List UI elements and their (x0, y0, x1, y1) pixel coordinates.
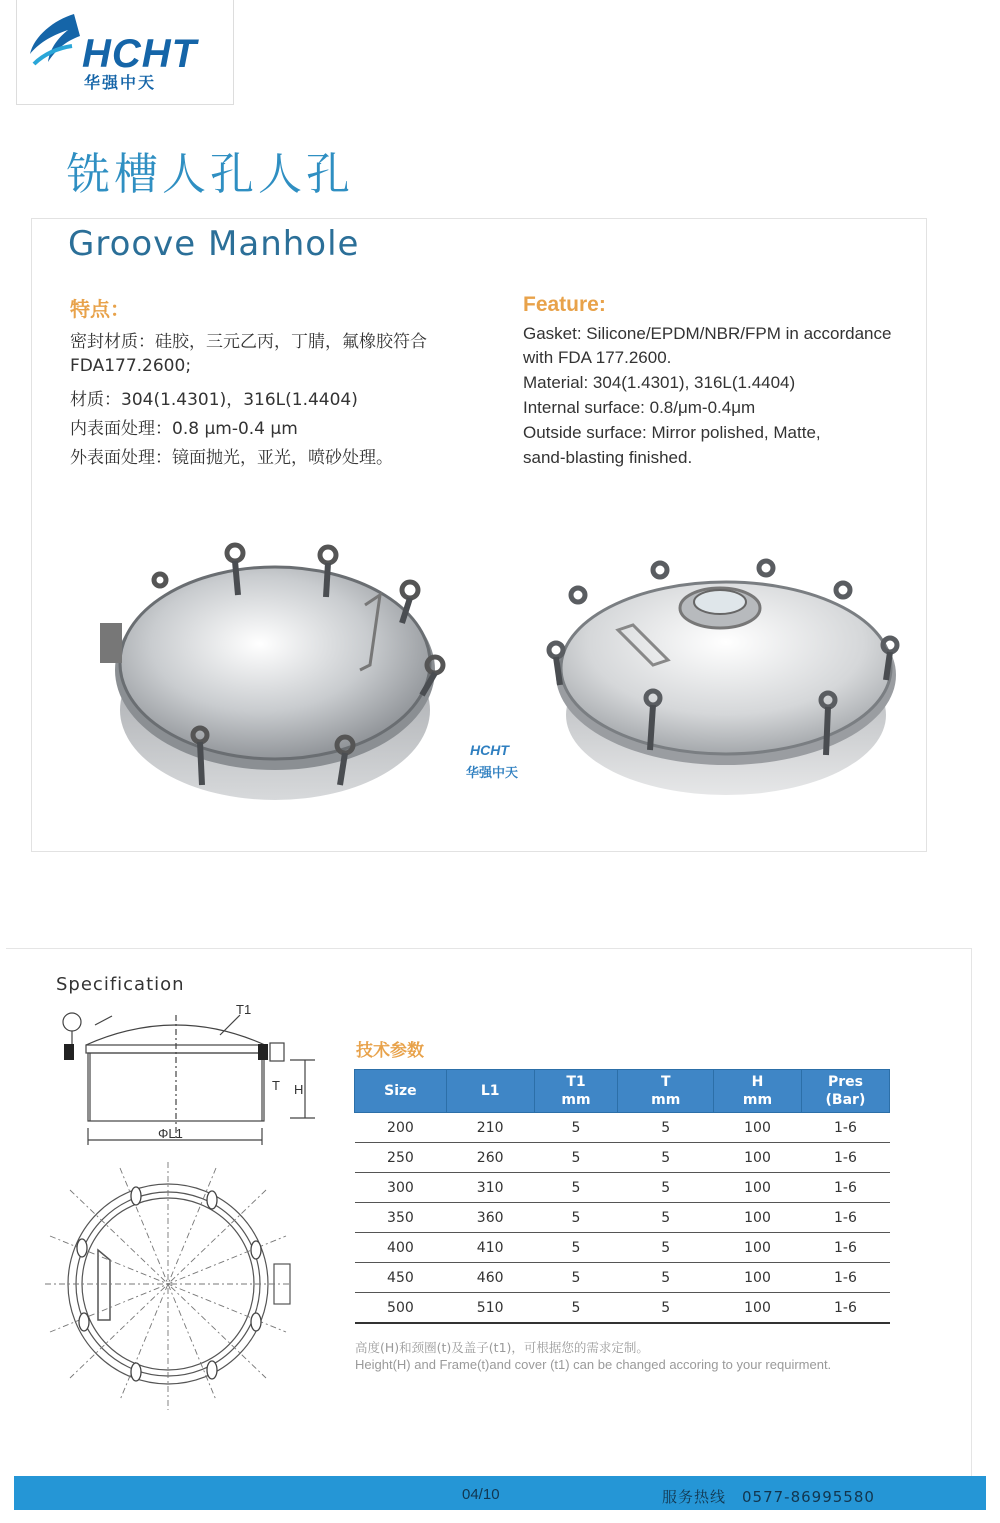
logo-chinese-text: 华强中天 (84, 73, 157, 92)
cell-t1: 5 (534, 1143, 618, 1173)
table-row (355, 1203, 890, 1233)
cell-pres: 1-6 (801, 1113, 889, 1143)
cell-size: 300 (355, 1173, 447, 1203)
feature-en-line: with FDA 177.2600. (523, 348, 672, 367)
cell-t: 5 (618, 1203, 714, 1233)
drawing-label-h: H (294, 1082, 304, 1097)
page-title-english: Groove Manhole (68, 224, 360, 264)
cell-pres: 1-6 (801, 1173, 889, 1203)
cell-l1: 210 (446, 1113, 534, 1143)
cell-l1: 360 (446, 1203, 534, 1233)
col-header-size: Size (355, 1070, 447, 1113)
cell-t: 5 (618, 1173, 714, 1203)
cell-h: 100 (714, 1233, 802, 1263)
table-row (355, 1263, 890, 1293)
cell-t: 5 (618, 1233, 714, 1263)
drawing-label-t1: T1 (236, 1002, 252, 1017)
cell-t: 5 (618, 1263, 714, 1293)
col-header-t1: T1 mm (534, 1070, 618, 1113)
page-number: 04/10 (462, 1486, 500, 1503)
col-header-h: H mm (714, 1070, 802, 1113)
top-view-drawing (40, 1160, 310, 1445)
cell-h: 100 (714, 1263, 802, 1293)
cell-t: 5 (618, 1293, 714, 1324)
cell-t1: 5 (534, 1203, 618, 1233)
customization-note-english: Height(H) and Frame(t)and cover (t1) can be changed accoring to your requirment. (355, 1357, 832, 1372)
cell-h: 100 (714, 1113, 802, 1143)
cell-pres: 1-6 (801, 1233, 889, 1263)
col-header-pres: Pres (Bar) (801, 1070, 889, 1113)
cell-size: 350 (355, 1203, 447, 1233)
cell-pres: 1-6 (801, 1293, 889, 1324)
cell-t1: 5 (534, 1293, 618, 1324)
feature-en-line: Material: 304(1.4301), 316L(1.4404) (523, 373, 796, 392)
cell-l1: 510 (446, 1293, 534, 1324)
cell-size: 200 (355, 1113, 447, 1143)
table-row (355, 1113, 890, 1143)
feature-heading-chinese: 特点： (70, 297, 130, 321)
feature-heading-english: Feature: (523, 293, 606, 316)
table-row (355, 1293, 890, 1324)
feature-en-line: sand-blasting finished. (523, 448, 693, 467)
feature-en-line: Gasket: Silicone/EPDM/NBR/FPM in accordance (523, 324, 892, 343)
cell-t1: 5 (534, 1113, 618, 1143)
photo-watermark-brand: HCHT (470, 742, 509, 758)
cell-t1: 5 (534, 1233, 618, 1263)
manhole-photo-right (538, 550, 908, 800)
cell-l1: 260 (446, 1143, 534, 1173)
feature-en-line: Outside surface: Mirror polished, Matte, (523, 423, 821, 442)
cell-l1: 460 (446, 1263, 534, 1293)
feature-cn-line: FDA177.2600; (70, 356, 192, 376)
cell-t1: 5 (534, 1263, 618, 1293)
col-header-l1: L1 (446, 1070, 534, 1113)
spec-table-header-row (355, 1070, 890, 1113)
spec-table (354, 1069, 890, 1324)
cell-pres: 1-6 (801, 1203, 889, 1233)
tech-params-title: 技术参数 (356, 1041, 424, 1061)
cell-l1: 310 (446, 1173, 534, 1203)
feature-cn-line: 材质：304(1.4301)，316L(1.4404) (70, 390, 358, 410)
cell-size: 450 (355, 1263, 447, 1293)
cell-pres: 1-6 (801, 1263, 889, 1293)
spec-panel-border-right (971, 948, 972, 1478)
cell-h: 100 (714, 1293, 802, 1324)
spec-panel-border-top (6, 948, 972, 949)
page-title-chinese: 铣槽人孔人孔 (66, 149, 354, 200)
logo-brand-text: HCHT (82, 32, 198, 76)
cell-size: 500 (355, 1293, 447, 1324)
drawing-label-l1: ΦL1 (158, 1126, 183, 1141)
table-row (355, 1233, 890, 1263)
manhole-photo-left (90, 535, 460, 815)
cell-h: 100 (714, 1203, 802, 1233)
drawing-label-t: T (272, 1078, 280, 1093)
customization-note-chinese: 高度(H)和颈圈(t)及盖子(t1)，可根据您的需求定制。 (355, 1340, 649, 1355)
specification-title: Specification (56, 974, 185, 995)
feature-cn-line: 密封材质：硅胶，三元乙丙，丁腈，氟橡胶符合 (70, 332, 427, 352)
feature-cn-line: 内表面处理：0.8 μm-0.4 μm (70, 419, 298, 439)
cell-size: 400 (355, 1233, 447, 1263)
feature-en-line: Internal surface: 0.8/μm-0.4μm (523, 398, 756, 417)
side-view-drawing (50, 1000, 330, 1155)
photo-watermark-chinese: 华强中天 (466, 766, 519, 781)
service-hotline: 服务热线 0577-86995580 (662, 1488, 875, 1506)
cell-h: 100 (714, 1173, 802, 1203)
cell-l1: 410 (446, 1233, 534, 1263)
col-header-t: T mm (618, 1070, 714, 1113)
cell-h: 100 (714, 1143, 802, 1173)
cell-t1: 5 (534, 1173, 618, 1203)
cell-pres: 1-6 (801, 1143, 889, 1173)
cell-size: 250 (355, 1143, 447, 1173)
table-row (355, 1143, 890, 1173)
cell-t: 5 (618, 1113, 714, 1143)
feature-cn-line: 外表面处理：镜面抛光，亚光，喷砂处理。 (70, 448, 393, 468)
hcht-swoosh-icon (24, 10, 84, 70)
table-row (355, 1173, 890, 1203)
cell-t: 5 (618, 1143, 714, 1173)
